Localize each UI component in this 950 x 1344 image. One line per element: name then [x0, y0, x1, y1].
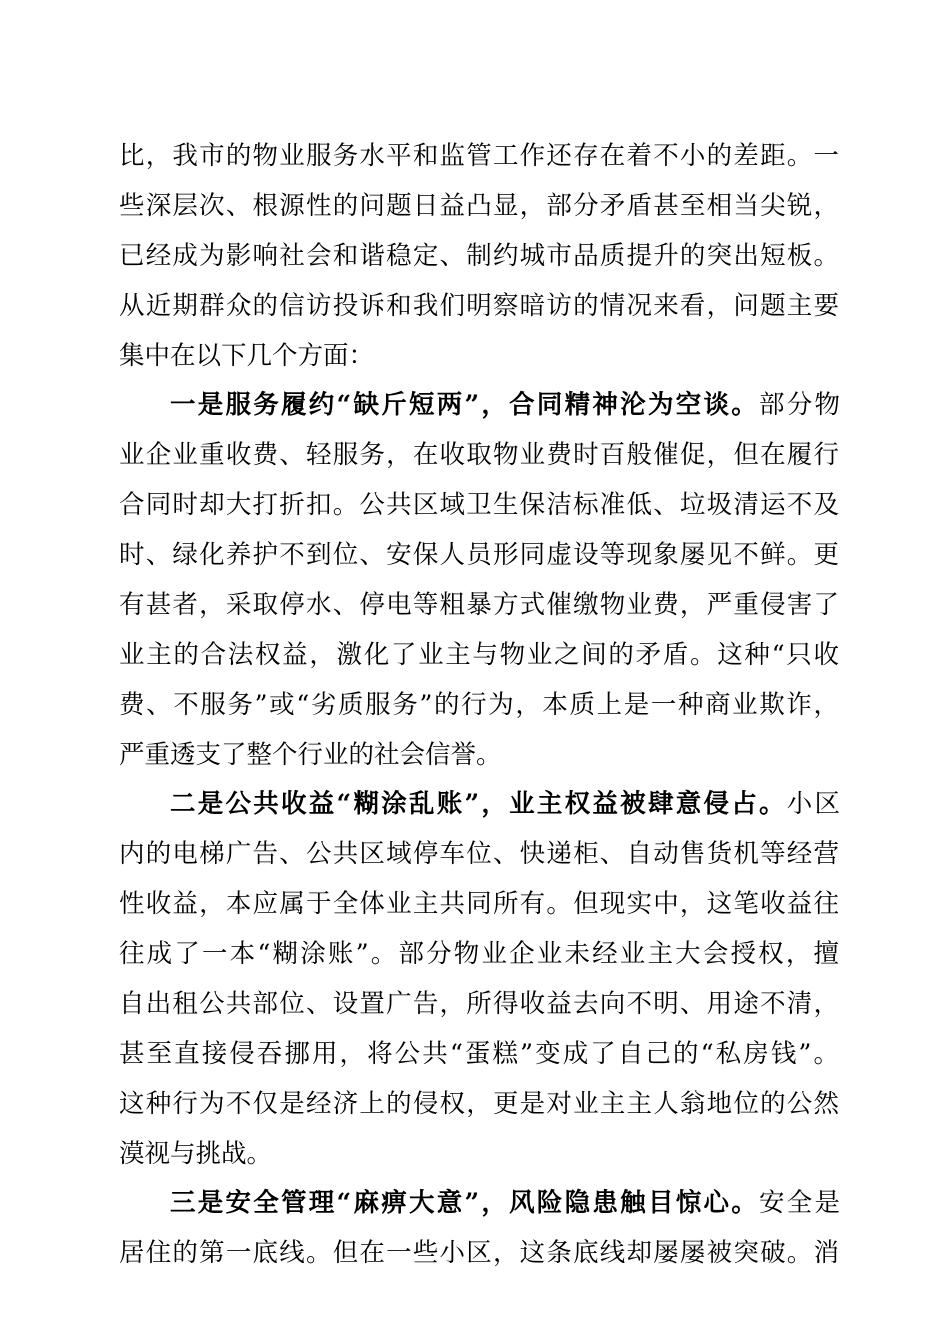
text-line: 费、不服务”或“劣质服务”的行为，本质上是一种商业欺诈，: [119, 690, 839, 720]
text-line: 合同时却大打折扣。公共区域卫生保洁标准低、垃圾清运不及: [119, 490, 839, 520]
text-line: 这种行为不仅是经济上的侵权，更是对业主主人翁地位的公然: [119, 1089, 839, 1119]
text-line: 从近期群众的信访投诉和我们明察暗访的情况来看，问题主要: [119, 291, 839, 321]
text-line: 比，我市的物业服务水平和监管工作还存在着不小的差距。一: [119, 141, 839, 171]
text-line: 有甚者，采取停水、停电等粗暴方式催缴物业费，严重侵害了: [119, 590, 839, 620]
text-span: 安全是: [758, 1188, 840, 1218]
text-line: 时、绿化养护不到位、安保人员形同虚设等现象屡见不鲜。更: [119, 540, 839, 570]
paragraph-first-line: [170, 1183, 840, 1223]
text-line: 严重透支了整个行业的社会信誉。: [119, 740, 502, 770]
text-span: 小区: [786, 789, 840, 819]
text-line: 自出租公共部位、设置广告，所得收益去向不明、用途不清，: [119, 989, 839, 1019]
paragraph-first-line: [170, 385, 840, 425]
paragraph-heading: 二是公共收益“糊涂乱账”，业主权益被肆意侵占。: [170, 789, 787, 819]
text-line: 甚至直接侵吞挪用，将公共“蛋糕”变成了自己的“私房钱”。: [119, 1039, 839, 1069]
text-line: 些深层次、根源性的问题日益凸显，部分矛盾甚至相当尖锐，: [119, 191, 839, 221]
text-line: 性收益，本应属于全体业主共同所有。但现实中，这笔收益往: [119, 889, 839, 919]
paragraph-heading: 一是服务履约“缺斤短两”，合同精神沦为空谈。: [170, 390, 759, 420]
text-span: 部分物: [758, 390, 840, 420]
paragraph-heading: 三是安全管理“麻痹大意”，风险隐患触目惊心。: [170, 1188, 759, 1218]
text-line: 集中在以下几个方面：: [119, 341, 375, 371]
text-line: 居住的第一底线。但在一些小区，这条底线却屡屡被突破。消: [119, 1238, 839, 1268]
text-line: 往成了一本“糊涂账”。部分物业企业未经业主大会授权，擅: [119, 939, 839, 969]
text-line: 业主的合法权益，激化了业主与物业之间的矛盾。这种“只收: [119, 640, 839, 670]
text-line: 内的电梯广告、公共区域停车位、快递柜、自动售货机等经营: [119, 839, 839, 869]
paragraph-first-line: [170, 784, 840, 824]
text-line: 业企业重收费、轻服务，在收取物业费时百般催促，但在履行: [119, 440, 839, 470]
text-line: 已经成为影响社会和谐稳定、制约城市品质提升的突出短板。: [119, 241, 839, 271]
text-line: 漠视与挑战。: [119, 1139, 273, 1169]
